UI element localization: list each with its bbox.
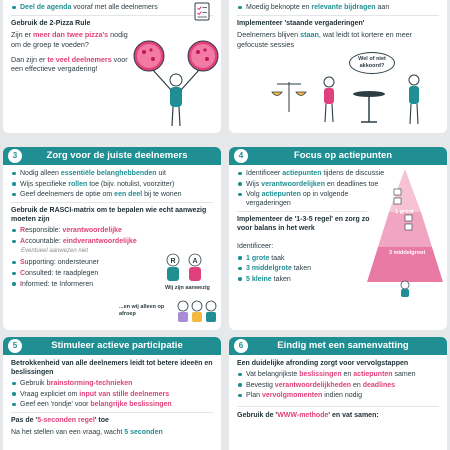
list-item: Identificeer actiepunten tijdens de discussie — [237, 169, 387, 178]
section-3-header — [3, 147, 221, 165]
list-item: Vat belangrijkste beslissingen en actiepunten samen — [237, 370, 439, 379]
divider — [11, 15, 213, 16]
checklist-icon — [193, 2, 213, 25]
list-item: 3 middelgrote taken — [237, 264, 439, 273]
rasci-note-present: Wij zijn aanwezig — [165, 285, 210, 291]
rasci-supporting: Supporting: ondersteuner — [11, 258, 213, 267]
rasci-responsible: Responsible: verantwoordelijke — [11, 226, 213, 235]
section-title: Eindig met een samenvatting — [277, 339, 409, 351]
divider — [237, 211, 367, 212]
card-top-left — [3, 0, 221, 133]
list-item: Geef deelnemers de optie om een deel bij te wonen — [11, 190, 213, 199]
rule-135-heading: Implementeer de '1-3-5 regel' en zorg zo voor balans in het werk — [237, 216, 370, 233]
list-item: 5 kleine taken — [237, 275, 439, 284]
divider — [11, 412, 213, 413]
list-item: Wijs specifieke rollen toe (bijv. notulist, voorzitter) — [11, 180, 213, 189]
rasci-note: Eventueel aanwezen niet — [21, 247, 89, 254]
divider — [237, 15, 439, 16]
svg-text:A: A — [192, 258, 198, 265]
card-top-right — [229, 0, 447, 133]
rasci-people-illustration — [153, 252, 217, 286]
identify-label: Identificeer: — [237, 242, 274, 250]
card-section-4 — [229, 147, 447, 330]
section-6-header — [229, 337, 447, 355]
list-item: Geef een 'rondje' voor belangrijke beslissingen — [11, 400, 213, 409]
agenda-bullet: Deel de agenda vooraf met alle deelnemers — [11, 3, 213, 12]
list-item: Bevestig verantwoordelijkheden en deadlines — [237, 381, 439, 390]
card-section-6 — [229, 337, 447, 450]
summary-heading: Een duidelijke afronding zorgt voor vervolgstappen — [237, 360, 409, 367]
rasci-group-illustration — [175, 297, 219, 323]
pizza-rule-text: Zijn er meer dan twee pizza's nodig om de groep te voeden? — [11, 30, 128, 49]
pyramid-label-1: 1 groot — [395, 209, 414, 215]
standing-meetings-heading: Implementeer 'staande vergaderingen' — [237, 20, 365, 28]
pizza-rule-heading: Gebruik de 2-Pizza Rule — [11, 20, 91, 28]
section-number: 5 — [8, 339, 22, 353]
list-item: 1 grote taak — [237, 254, 439, 263]
rasci-heading: Gebruik de RASCI-matrix om te bepalen wie echt aanwezig moeten zijn — [11, 207, 207, 224]
www-method-heading: Gebruik de 'WWW-methode' en vat samen: — [237, 412, 379, 420]
section-number: 4 — [234, 149, 248, 163]
concise-bullet: Moedig beknopte en relevante bijdragen aan — [237, 3, 439, 12]
section-5-header — [3, 337, 221, 355]
section-title: Focus op actiepunten — [293, 149, 393, 161]
rasci-note-on-call: ...en wij alleen op afroep — [119, 304, 165, 318]
participation-heading: Betrokkenheid van alle deelnemers leidt tot betere ideeën en beslissingen — [11, 360, 213, 377]
rasci-informed: Informed: te Informeren — [11, 280, 213, 289]
five-second-heading: Pas de '5-seconden regel' toe — [11, 417, 109, 425]
list-item: Plan vervolgmomenten indien nodig — [237, 391, 439, 400]
divider — [11, 202, 213, 203]
pyramid-label-3: 3 middelgroot — [389, 250, 426, 256]
person-with-pizzas-illustration — [131, 40, 221, 130]
section-title: Zorg voor de juiste deelnemers — [46, 149, 188, 161]
five-second-text: Na het stellen van een vraag, wacht 5 seconden — [11, 428, 163, 436]
card-section-3 — [3, 147, 221, 330]
pyramid-label-5: 5 klein — [359, 290, 377, 296]
standing-meetings-text: Deelnemers blijven staan, wat leidt tot kortere en meer gefocuste sessies — [237, 30, 412, 49]
task-pyramid-illustration — [365, 167, 445, 297]
section-4-header — [229, 147, 447, 165]
list-item: Volg actiepunten op in volgende vergaderingen — [237, 190, 387, 208]
section-number: 6 — [234, 339, 248, 353]
divider — [237, 406, 439, 407]
list-item: Gebruik brainstorming-technieken — [11, 379, 213, 388]
list-item: Vraag expliciet om input van stille deelnemers — [11, 390, 213, 399]
section-title: Stimuleer actieve participatie — [51, 339, 183, 351]
rasci-accountable: Accountable: eindverantwoordelijke — [11, 237, 213, 246]
list-item: Wijs verantwoordelijken en deadlines toe — [237, 180, 387, 189]
list-item: Nodig alleen essentiële belanghebbenden uit — [11, 169, 213, 178]
rasci-consulted: Consulted: te raadplegen — [11, 269, 213, 278]
svg-text:R: R — [170, 258, 176, 265]
speech-bubble: Wel of niet akkoord? — [349, 52, 395, 74]
pizza-rule-conclusion: Dan zijn er te veel deelnemers voor een effectieve vergadering! — [11, 54, 128, 74]
card-section-5 — [3, 337, 221, 450]
standing-meeting-illustration — [269, 72, 439, 130]
section-number: 3 — [8, 149, 22, 163]
